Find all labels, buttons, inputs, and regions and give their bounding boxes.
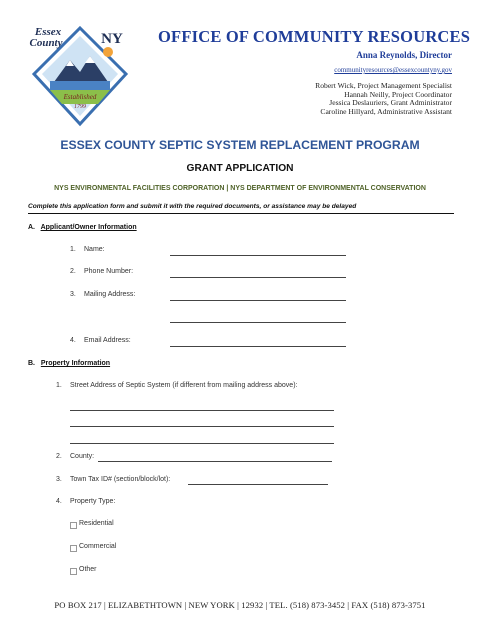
residential-checkbox[interactable] <box>70 522 77 529</box>
logo-established-text: Established <box>63 93 97 101</box>
name-field[interactable] <box>170 255 346 256</box>
property-type-label: Property Type: <box>70 498 116 505</box>
logo-year-text: 1799 <box>74 104 86 110</box>
section-a-title: Applicant/Owner Information <box>40 224 137 231</box>
septic-address-label: Street Address of Septic System (if different from mailing address above): <box>70 382 298 389</box>
instruction-text: Complete this application form and submit it with the required documents, or assistance may be delayed <box>28 203 454 214</box>
phone-field[interactable] <box>170 277 346 278</box>
logo-county-line2: County <box>29 37 63 49</box>
email-label: Email Address: <box>84 337 131 344</box>
section-a-heading <box>28 224 137 231</box>
program-title: ESSEX COUNTY SEPTIC SYSTEM REPLACEMENT PROGRAM <box>60 138 420 152</box>
field-number: 4. <box>70 337 76 344</box>
email-field[interactable] <box>170 346 346 347</box>
footer-contact: PO BOX 217 | ELIZABETHTOWN | NEW YORK | 12932 | TEL. (518) 873-3452 | FAX (518) 873-3751 <box>54 600 426 610</box>
phone-label: Phone Number: <box>84 268 134 275</box>
field-number: 2. <box>56 453 62 460</box>
field-number: 2. <box>70 268 76 275</box>
mailing-address-field-line1[interactable] <box>170 300 346 301</box>
section-b-heading <box>28 360 110 367</box>
office-email-link[interactable]: communityresources@essexcountyny.gov <box>334 66 452 74</box>
other-option-label: Other <box>79 566 97 573</box>
field-number: 1. <box>56 382 62 389</box>
staff-member: Caroline Hillyard, Administrative Assistant <box>320 106 452 116</box>
director-name: Anna Reynolds, Director <box>356 50 452 60</box>
commercial-checkbox[interactable] <box>70 545 77 552</box>
section-b-letter: B. <box>28 360 35 367</box>
residential-option-label: Residential <box>79 520 114 527</box>
staff-member: Hannah Neilly, Project Coordinator <box>344 89 452 99</box>
tax-id-label: Town Tax ID# (section/block/lot): <box>70 476 171 483</box>
mailing-address-label: Mailing Address: <box>84 291 136 298</box>
septic-address-field-line2[interactable] <box>70 426 334 427</box>
office-title: OFFICE OF COMMUNITY RESOURCES <box>158 27 471 46</box>
agencies-line: NYS ENVIRONMENTAL FACILITIES CORPORATION | NYS DEPARTMENT OF ENVIRONMENTAL CONSERVATION <box>54 185 426 192</box>
logo-county-line1: Essex <box>34 26 62 38</box>
section-b-title: Property Information <box>40 360 111 367</box>
septic-address-field-line3[interactable] <box>70 443 334 444</box>
form-title: GRANT APPLICATION <box>186 163 294 174</box>
staff-member: Jessica Deslauriers, Grant Administrator <box>329 98 452 108</box>
mailing-address-field-line2[interactable] <box>170 322 346 323</box>
staff-list <box>315 82 452 116</box>
field-number: 4. <box>56 498 62 505</box>
field-number: 1. <box>70 246 76 253</box>
field-number: 3. <box>70 291 76 298</box>
section-a-letter: A. <box>28 224 35 231</box>
other-checkbox[interactable] <box>70 568 77 575</box>
field-number: 3. <box>56 476 62 483</box>
logo-state: NY <box>101 31 123 47</box>
county-logo <box>28 24 132 128</box>
county-field[interactable] <box>98 461 332 462</box>
county-label: County: <box>70 453 95 460</box>
staff-member: Robert Wick, Project Management Specialist <box>315 81 452 90</box>
tax-id-field[interactable] <box>188 484 328 485</box>
commercial-option-label: Commercial <box>79 543 117 550</box>
septic-address-field-line1[interactable] <box>70 410 334 411</box>
name-label: Name: <box>84 246 105 253</box>
